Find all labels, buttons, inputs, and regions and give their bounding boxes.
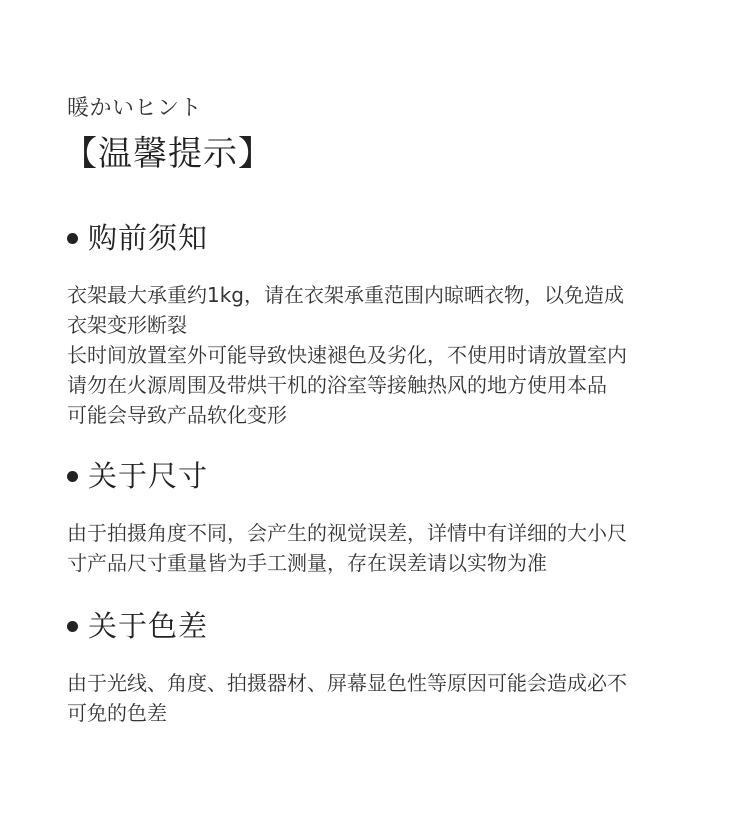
bullet-dot-icon: [67, 621, 78, 632]
section-body: [67, 280, 707, 430]
body-line: 可能会导致产品软化变形: [67, 403, 287, 427]
bullet-dot-icon: [67, 471, 78, 482]
section-heading-text: 关于色差: [88, 609, 209, 643]
section-about-size: [67, 456, 707, 578]
section-heading: [67, 456, 707, 496]
section-purchase-notice: [67, 218, 707, 430]
body-line: 可免的色差: [67, 701, 167, 725]
section-heading-text: 购前须知: [88, 221, 209, 255]
page-title: 【温馨提示】: [63, 134, 273, 174]
bullet-dot-icon: [67, 233, 78, 244]
body-line: 由于光线、角度、拍摄器材、屏幕显色性等原因可能会造成必不: [67, 671, 627, 695]
section-heading: [67, 606, 707, 646]
body-line: 衣架变形断裂: [67, 313, 187, 337]
body-line: 长时间放置室外可能导致快速褪色及劣化，不使用时请放置室内: [67, 343, 627, 367]
body-line: 由于拍摄角度不同，会产生的视觉误差，详情中有详细的大小尺: [67, 521, 627, 545]
body-line: 衣架最大承重约1kg，请在衣架承重范围内晾晒衣物，以免造成: [67, 283, 625, 307]
section-heading: [67, 218, 707, 258]
body-line: 寸产品尺寸重量皆为手工测量，存在误差请以实物为准: [67, 551, 547, 575]
section-body: [67, 518, 707, 578]
section-heading-text: 关于尺寸: [88, 459, 209, 493]
section-body: [67, 668, 707, 728]
section-about-color-difference: [67, 606, 707, 728]
japanese-subtitle: 暖かいヒント: [67, 96, 203, 121]
body-line: 请勿在火源周围及带烘干机的浴室等接触热风的地方使用本品: [67, 373, 607, 397]
